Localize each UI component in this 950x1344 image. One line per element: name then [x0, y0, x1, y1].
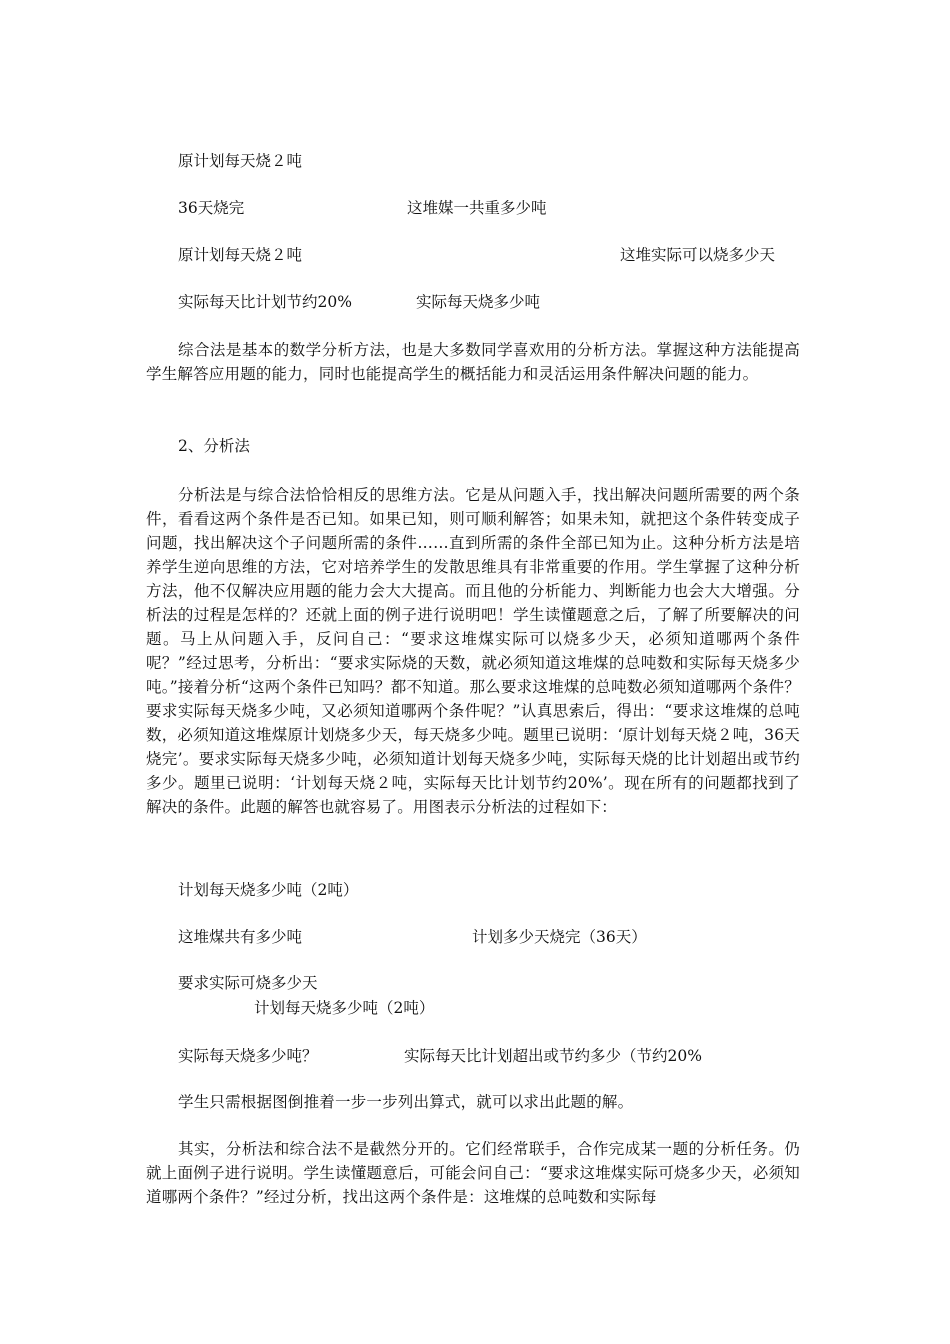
diagram2-line1: 计划每天烧多少吨（2吨）: [178, 881, 359, 899]
diagram2-line2-right: 计划多少天烧完（36天）: [472, 928, 647, 946]
diagram2-line2-left: 这堆煤共有多少吨: [178, 928, 303, 946]
diagram1-line3-left: 原计划每天烧２吨: [178, 246, 303, 264]
paragraph-combined: 其实，分析法和综合法不是截然分开的。它们经常联手，合作完成某一题的分析任务。仍就上面例子进行说明。学生读懂题意后，可能会问自己：“要求这堆煤实际可烧多少天，必须知道哪两个条件？”经过分析，找出这两个条件是：这堆煤的总吨数和实际每: [146, 1140, 800, 1206]
diagram2-line5-right: 实际每天比计划超出或节约多少（节约20%: [404, 1047, 702, 1065]
diagram2-line4: 计划每天烧多少吨（2吨）: [254, 999, 435, 1017]
diagram1-line1: 原计划每天烧２吨: [178, 152, 303, 170]
diagram1-line4-right: 实际每天烧多少吨: [416, 293, 541, 311]
paragraph-synthesis: 综合法是基本的数学分析方法，也是大多数同学喜欢用的分析方法。掌握这种方法能提高学生解答应用题的能力，同时也能提高学生的概括能力和灵活运用条件解决问题的能力。: [146, 341, 800, 383]
diagram2-line3: 要求实际可烧多少天: [178, 974, 318, 992]
paragraph-analysis: 分析法是与综合法恰恰相反的思维方法。它是从问题入手，找出解决问题所需要的两个条件，看看这两个条件是否已知。如果已知，则可顺利解答；如果未知，就把这个条件转变成子问题，找出解决这个子问题所需的条件……直到所需的条件全部已知为止。这种分析方法是培养学生逆向思维的方法，它对培养学生的发散思维具有非常重要的作用。学生掌握了这种分析方法，他不仅解决应用题的能力会大大提高。而且他的分析能力、判断能力也会大大增强。分析法的过程是怎样的？还就上面的例子进行说明吧！学生读懂题意之后，了解了所要解决的问题。马上从问题入手，反问自己：“要求这堆煤实际可以烧多少天，必须知道哪两个条件呢？”经过思考，分析出：“要求实际烧的天数，就必须知道这堆煤的总吨数和实际每天烧多少吨。”接着分析“这两个条件已知吗？都不知道。那么要求这堆煤的总吨数必须知道哪两个条件？要求实际每天烧多少吨，又必须知道哪两个条件呢？”认真思索后，得出：“要求这堆煤的总吨数，必须知道这堆煤原计划烧多少天，每天烧多少吨。题里已说明：‘原计划每天烧２吨，36天烧完’。要求实际每天烧多少吨，必须知道计划每天烧多少吨，实际每天烧的比计划超出或节约多少。题里已说明：‘计划每天烧２吨，实际每天比计划节约20%’。现在所有的问题都找到了解决的条件。此题的解答也就容易了。用图表示分析法的过程如下：: [146, 486, 800, 816]
diagram1-line4-left: 实际每天比计划节约20%: [178, 293, 352, 311]
paragraph-conclusion: 学生只需根据图倒推着一步一步列出算式，就可以求出此题的解。: [178, 1093, 634, 1111]
diagram1-line2-left: 36天烧完: [178, 199, 245, 217]
section-heading-analysis: 2、分析法: [178, 437, 250, 455]
diagram1-line3-right: 这堆实际可以烧多少天: [620, 246, 776, 264]
diagram1-line2-right: 这堆媒一共重多少吨: [407, 199, 547, 217]
diagram2-line5-left: 实际每天烧多少吨？: [178, 1047, 318, 1065]
